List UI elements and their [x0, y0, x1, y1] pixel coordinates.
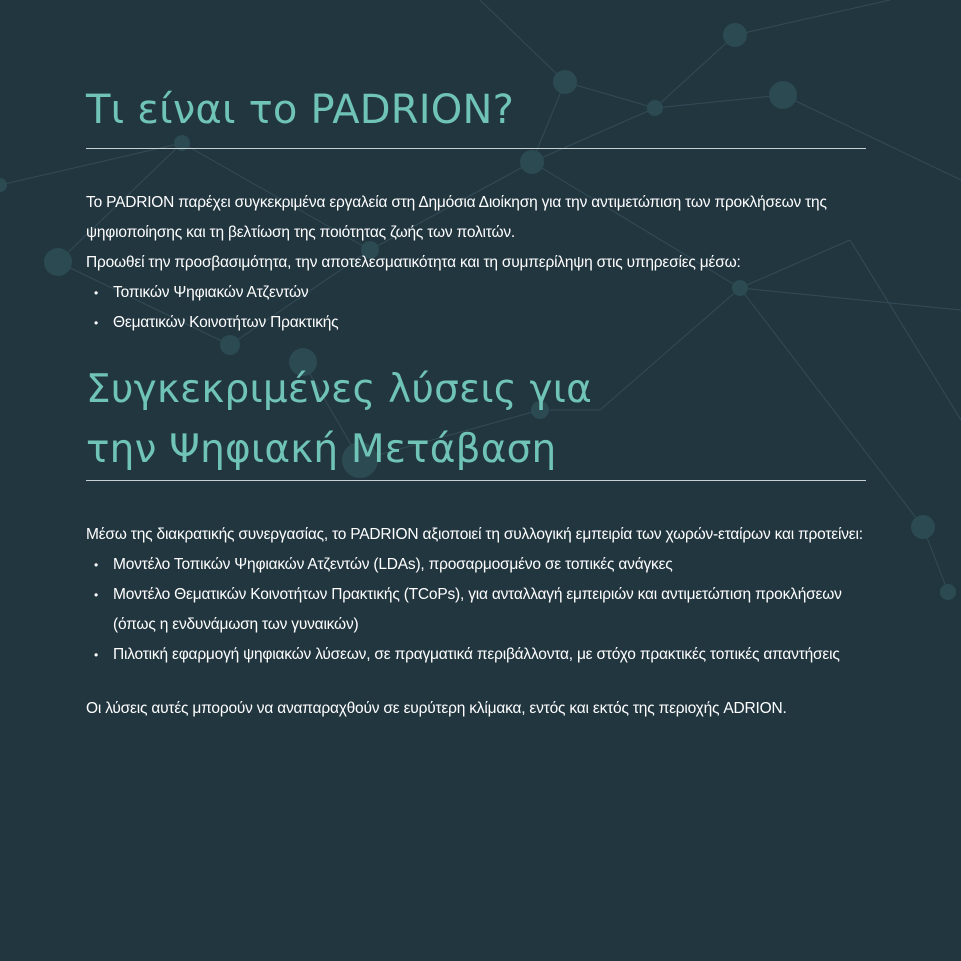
promotes-paragraph: Προωθεί την προσβασιμότητα, την αποτελεσματικότητα και τη συμπερίληψη στις υπηρεσίες μέσω:	[86, 254, 741, 271]
title-line: την Ψηφιακή Μετάβαση	[86, 427, 557, 472]
closing-paragraph: Οι λύσεις αυτές μπορούν να αναπαραχθούν σε ευρύτερη κλίμακα, εντός και εκτός της περιοχής ADRION.	[86, 700, 787, 717]
section2-bullet-list	[86, 550, 876, 670]
section1-body	[86, 188, 876, 338]
list-item: • Πιλοτική εφαρμογή ψηφιακών λύσεων, σε πραγματικά περιβάλλοντα, με στόχο πρακτικές τοπικές απαντήσεις	[86, 640, 876, 670]
intro-paragraph: Το PADRION παρέχει συγκεκριμένα εργαλεία στη Δημόσια Διοίκηση για την αντιμετώπιση των προκλήσεων της ψηφιοποίησης και τη βελτίωση της ποιότητας ζωής των πολιτών.	[86, 194, 827, 241]
section2-body	[86, 520, 876, 724]
list-item: • Μοντέλο Θεματικών Κοινοτήτων Πρακτικής (TCoPs), για ανταλλαγή εμπειριών και αντιμετώπιση προκλήσεων (όπως η ενδυνάμωση των γυναικών)	[86, 580, 876, 640]
list-item: • Θεματικών Κοινοτήτων Πρακτικής	[86, 308, 876, 338]
section-title-what-is-padrion: Τι είναι το PADRION?	[86, 87, 515, 133]
section-title-solutions	[86, 360, 592, 480]
list-item: • Τοπικών Ψηφιακών Ατζεντών	[86, 278, 876, 308]
divider	[86, 480, 866, 481]
intro-paragraph: Μέσω της διακρατικής συνεργασίας, το PADRION αξιοποιεί τη συλλογική εμπειρία των χωρών-εταίρων και προτείνει:	[86, 526, 863, 543]
title-line: Συγκεκριμένες λύσεις για	[86, 367, 593, 412]
divider	[86, 148, 866, 149]
section1-bullet-list	[86, 278, 876, 338]
list-item: • Μοντέλο Τοπικών Ψηφιακών Ατζεντών (LDAs), προσαρμοσμένο σε τοπικές ανάγκες	[86, 550, 876, 580]
